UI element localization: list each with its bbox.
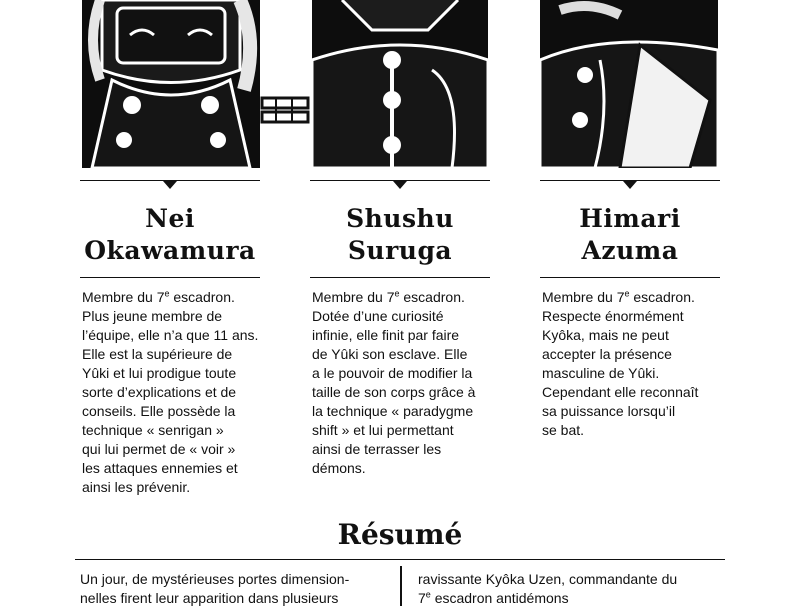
- bio-line: Membre du 7e escadron.: [312, 288, 465, 305]
- himari-illustration: [540, 0, 718, 168]
- bio-line: l’équipe, elle n’a que 11 ans.: [82, 327, 259, 343]
- bio-line: ainsi de terrasser les: [312, 441, 442, 457]
- chain-connector: [260, 90, 312, 130]
- bio-line: Cependant elle reconnaît: [542, 384, 699, 400]
- bio-line: Elle est la supérieure de: [82, 346, 233, 362]
- bio-line: qui lui permet de « voir »: [82, 441, 236, 457]
- card-name-rule: [80, 277, 260, 278]
- bio-line: se bat.: [542, 422, 585, 438]
- chain-icon: [260, 90, 312, 130]
- character-name: Shushu Suruga: [346, 204, 454, 265]
- character-card-himari: [540, 180, 720, 440]
- card-name-rule: [310, 277, 490, 278]
- resume-heading: Résumé: [337, 518, 463, 551]
- bio-line: Respecte énormément: [542, 308, 684, 324]
- bio-line: Dotée d’une curiosité: [312, 308, 444, 324]
- bio-line: Yûki et lui prodigue toute: [82, 365, 237, 381]
- bio-line: Membre du 7e escadron.: [542, 288, 695, 305]
- bio-line: ainsi les prévenir.: [82, 479, 191, 495]
- pointer-triangle-icon: [163, 181, 177, 189]
- character-card-shushu: [310, 180, 490, 478]
- summary-line: ravissante Kyôka Uzen, commandante du: [418, 571, 678, 587]
- resume-rule: [75, 559, 725, 560]
- bio-line: démons.: [312, 460, 366, 476]
- character-name: Himari Azuma: [579, 204, 681, 265]
- bio-line: Kyôka, mais ne peut: [542, 327, 669, 343]
- bio-line: masculine de Yûki.: [542, 365, 660, 381]
- shushu-illustration: [312, 0, 488, 168]
- manga-panel-nei: [82, 0, 260, 168]
- manga-panel-shushu: [312, 0, 488, 168]
- nei-illustration: [82, 0, 260, 168]
- manga-panel-himari: [540, 0, 718, 168]
- character-bio: [540, 288, 720, 440]
- bio-line: sa puissance lorsqu’il: [542, 403, 676, 419]
- bio-line: a le pouvoir de modifier la: [312, 365, 473, 381]
- bio-line: conseils. Elle possède la: [82, 403, 236, 419]
- summary-right-column: [418, 570, 722, 608]
- bio-line: sorte d’explications et de: [82, 384, 237, 400]
- bio-line: infinie, elle finit par faire: [312, 327, 460, 343]
- bio-line: de Yûki son esclave. Elle: [312, 346, 468, 362]
- summary-left-column: [80, 570, 384, 608]
- pointer-triangle-icon: [623, 181, 637, 189]
- card-name-rule: [540, 277, 720, 278]
- bio-line: taille de son corps grâce à: [312, 384, 476, 400]
- bio-line: Plus jeune membre de: [82, 308, 223, 324]
- bio-line: accepter la présence: [542, 346, 672, 362]
- summary-line: 7e escadron antidémons: [418, 589, 569, 606]
- bio-line: Membre du 7e escadron.: [82, 288, 235, 305]
- pointer-triangle-icon: [393, 181, 407, 189]
- column-divider: [400, 566, 402, 606]
- bio-line: technique « senrigan »: [82, 422, 224, 438]
- character-card-nei: [80, 180, 260, 497]
- character-bio: [80, 288, 260, 497]
- summary-line: Un jour, de mystérieuses portes dimension-: [80, 571, 350, 587]
- bio-line: la technique « paradygme: [312, 403, 474, 419]
- character-name: Nei Okawamura: [84, 204, 256, 265]
- summary-line: nelles firent leur apparition dans plusieurs: [80, 590, 339, 606]
- bio-line: shift » et lui permettant: [312, 422, 454, 438]
- character-bio: [310, 288, 490, 478]
- bio-line: les attaques ennemies et: [82, 460, 238, 476]
